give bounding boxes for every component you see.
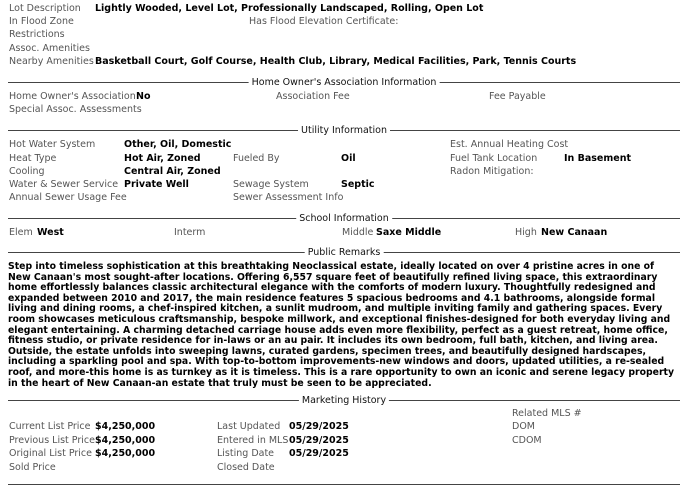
previous-price-label: Previous List Price [9, 435, 95, 446]
sewer-assessment-label: Sewer Assessment Info [233, 192, 344, 203]
assoc-amenities-label: Assoc. Amenities [9, 43, 90, 54]
related-mls-label: Related MLS # [512, 408, 582, 419]
heat-type-value: Hot Air, Zoned [124, 153, 201, 164]
utility-section-header [8, 124, 680, 137]
fuel-tank-label: Fuel Tank Location [450, 153, 538, 164]
sewer-usage-label: Annual Sewer Usage Fee [9, 192, 127, 203]
radon-label: Radon Mitigation: [450, 166, 534, 177]
sewage-system-label: Sewage System [233, 179, 309, 190]
entered-mls-value: 05/29/2025 [289, 435, 349, 446]
current-price-label: Current List Price [9, 421, 91, 432]
closed-date-label: Closed Date [217, 462, 275, 473]
fuel-tank-value: In Basement [564, 153, 632, 164]
interm-label: Interm [174, 227, 206, 238]
special-assessments-label: Special Assoc. Assessments [9, 104, 142, 115]
sewage-system-value: Septic [341, 179, 375, 190]
elem-value: West [37, 227, 64, 238]
entered-mls-label: Entered in MLS [217, 435, 289, 446]
previous-price-value: $4,250,000 [95, 435, 156, 446]
sold-price-label: Sold Price [9, 462, 56, 473]
hoa-value: No [136, 91, 151, 102]
hoa-label: Home Owner's Association [9, 91, 136, 102]
marketing-section-title: Marketing History [299, 394, 389, 407]
water-sewer-label: Water & Sewer Service [9, 179, 119, 190]
nearby-amenities-label: Nearby Amenities [9, 56, 94, 67]
hot-water-value: Other, Oil, Domestic [124, 139, 232, 150]
school-section-header [8, 212, 680, 225]
water-sewer-value: Private Well [124, 179, 189, 190]
cooling-value: Central Air, Zoned [124, 166, 221, 177]
fueled-by-label: Fueled By [233, 153, 280, 164]
flood-zone-label: In Flood Zone [9, 16, 74, 27]
listing-date-value: 05/29/2025 [289, 448, 349, 459]
last-updated-label: Last Updated [217, 421, 281, 432]
dom-label: DOM [512, 421, 535, 432]
high-label: High [515, 227, 537, 238]
lot-description-label: Lot Description [9, 3, 81, 14]
fueled-by-value: Oil [341, 153, 356, 164]
heat-type-label: Heat Type [9, 153, 57, 164]
original-price-value: $4,250,000 [95, 448, 156, 459]
cooling-label: Cooling [9, 166, 45, 177]
fee-payable-label: Fee Payable [489, 91, 546, 102]
high-value: New Canaan [541, 227, 608, 238]
bottom-divider [8, 484, 680, 485]
middle-label: Middle [342, 227, 374, 238]
remarks-section-title: Public Remarks [305, 246, 384, 259]
heating-cost-label: Est. Annual Heating Cost [450, 139, 569, 150]
last-updated-value: 05/29/2025 [289, 421, 349, 432]
flood-cert-label: Has Flood Elevation Certificate: [249, 16, 399, 27]
hoa-section-header [8, 76, 680, 89]
nearby-amenities-value: Basketball Court, Golf Course, Health Club, Library, Medical Facilities, Park, Tennis Courts [95, 56, 577, 67]
restrictions-label: Restrictions [9, 29, 65, 40]
school-section-title: School Information [296, 212, 392, 225]
hoa-section-title: Home Owner's Association Information [249, 76, 440, 89]
remarks-section-header [8, 246, 680, 259]
association-fee-label: Association Fee [276, 91, 350, 102]
current-price-value: $4,250,000 [95, 421, 156, 432]
middle-value: Saxe Middle [376, 227, 442, 238]
original-price-label: Original List Price [9, 448, 92, 459]
listing-date-label: Listing Date [217, 448, 275, 459]
lot-description-value: Lightly Wooded, Level Lot, Professionally Landscaped, Rolling, Open Lot [95, 3, 484, 14]
cdom-label: CDOM [512, 435, 542, 446]
public-remarks-text: Step into timeless sophistication at this breathtaking Neoclassical estate, ideally located on over 4 pristine acres in one of New Canaan's most sought-after locations. Offering 6,557 square feet of beautifully refined living space, this extraordinary home effortlessly balances classic architectural elegance with the comforts of modern luxury. Thoughtfully redesigned and expanded between 2010 and 2017, the main residence features 5 spacious bedrooms and 4.1 bathrooms, alongside formal living and dining rooms, a chef-inspired kitchen, a sunlit mudroom, and multiple inviting family and gathering spaces. Every room showcases meticulous craftsmanship, bespoke millwork, and exceptional finishes-designed for both everyday living and elegant entertaining. A charming detached carriage house adds even more flexibility, perfect as a guest retreat, home office, fitness studio, or private residence for in-laws or an au pair. It includes its own bedroom, full bath, kitchen, and living area. Outside, the estate unfolds into sweeping lawns, curated gardens, specimen trees, and beautifully designed hardscapes, including a sparkling pool and spa. With top-to-bottom improvements-new windows and doors, updated utilities, a re-sealed roof, and more-this home is as turnkey as it is timeless. This is a rare opportunity to own an iconic and serene legacy property in the heart of New Canaan-an estate that truly must be seen to be appreciated. [8, 261, 675, 389]
hot-water-label: Hot Water System [9, 139, 96, 150]
utility-section-title: Utility Information [298, 124, 390, 137]
elem-label: Elem [9, 227, 33, 238]
marketing-section-header [8, 394, 680, 407]
